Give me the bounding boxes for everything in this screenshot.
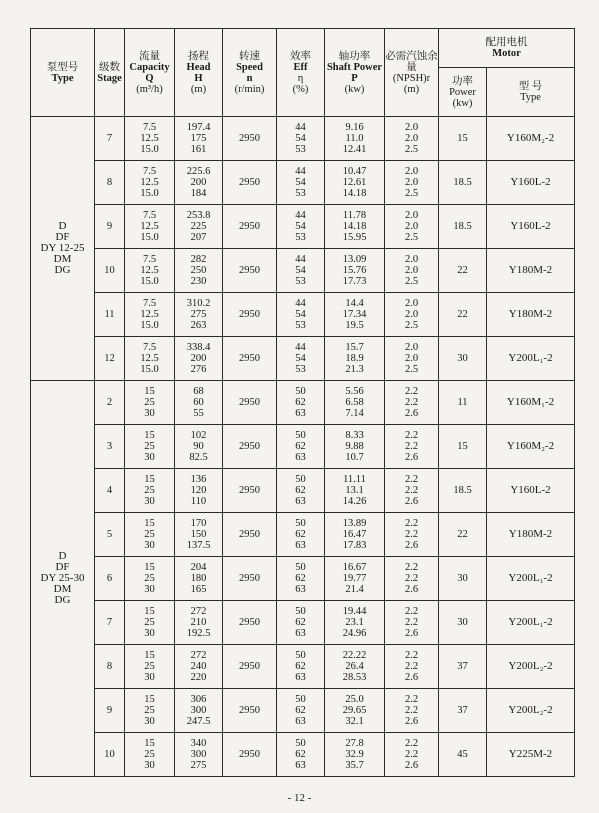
pump-performance-table [30,28,575,777]
efficiency-cell: 50 62 63 [277,557,325,601]
head-cell: 197.4 175 161 [175,117,223,161]
head-cell: 204 180 165 [175,557,223,601]
efficiency-cell: 50 62 63 [277,645,325,689]
motor-type-cell: Y200L₂-2 [487,645,575,689]
stage-cell: 5 [95,513,125,557]
capacity-cell: 15 25 30 [125,425,175,469]
table-body [31,117,575,777]
npsh-cell: 2.2 2.2 2.6 [385,469,439,513]
motor-power-cell: 15 [439,425,487,469]
npsh-cell: 2.0 2.0 2.5 [385,249,439,293]
efficiency-cell: 50 62 63 [277,513,325,557]
table-row [31,469,575,513]
head-cell: 272 240 220 [175,645,223,689]
capacity-cell: 15 25 30 [125,513,175,557]
motor-type-cell: Y180M-2 [487,293,575,337]
motor-power-cell: 15 [439,117,487,161]
stage-cell: 6 [95,557,125,601]
header-motor-type: 型 号 Type [487,68,575,117]
shaft-power-cell: 22.22 26.4 28.53 [325,645,385,689]
table-row [31,513,575,557]
speed-cell: 2950 [223,557,277,601]
efficiency-cell: 44 54 53 [277,117,325,161]
capacity-cell: 15 25 30 [125,733,175,777]
shaft-power-cell: 16.67 19.77 21.4 [325,557,385,601]
speed-cell: 2950 [223,601,277,645]
motor-type-cell: Y160L-2 [487,469,575,513]
efficiency-cell: 50 62 63 [277,425,325,469]
header-efficiency: 效率 Eff η (%) [277,29,325,117]
header-head: 扬程 Head H (m) [175,29,223,117]
capacity-cell: 7.5 12.5 15.0 [125,161,175,205]
efficiency-cell: 50 62 63 [277,733,325,777]
speed-cell: 2950 [223,337,277,381]
head-cell: 306 300 247.5 [175,689,223,733]
shaft-power-cell: 11.11 13.1 14.26 [325,469,385,513]
capacity-cell: 7.5 12.5 15.0 [125,293,175,337]
capacity-cell: 7.5 12.5 15.0 [125,337,175,381]
head-cell: 102 90 82.5 [175,425,223,469]
speed-cell: 2950 [223,205,277,249]
shaft-power-cell: 14.4 17.34 19.5 [325,293,385,337]
shaft-power-cell: 25.0 29.65 32.1 [325,689,385,733]
head-cell: 282 250 230 [175,249,223,293]
npsh-cell: 2.0 2.0 2.5 [385,293,439,337]
motor-type-cell: Y160M₁-2 [487,381,575,425]
motor-power-cell: 45 [439,733,487,777]
table-row [31,249,575,293]
header-motor: 配用电机 Motor [439,29,575,68]
stage-cell: 9 [95,205,125,249]
speed-cell: 2950 [223,161,277,205]
stage-cell: 10 [95,249,125,293]
motor-power-cell: 18.5 [439,161,487,205]
efficiency-cell: 44 54 53 [277,249,325,293]
header-speed: 转速 Speed n (r/min) [223,29,277,117]
npsh-cell: 2.0 2.0 2.5 [385,205,439,249]
table-row [31,689,575,733]
table-row [31,733,575,777]
motor-power-cell: 30 [439,601,487,645]
motor-type-cell: Y180M-2 [487,513,575,557]
stage-cell: 12 [95,337,125,381]
capacity-cell: 15 25 30 [125,689,175,733]
npsh-cell: 2.2 2.2 2.6 [385,381,439,425]
npsh-cell: 2.2 2.2 2.6 [385,425,439,469]
shaft-power-cell: 11.78 14.18 15.95 [325,205,385,249]
stage-cell: 11 [95,293,125,337]
stage-cell: 7 [95,601,125,645]
efficiency-cell: 50 62 63 [277,381,325,425]
table-row [31,381,575,425]
capacity-cell: 15 25 30 [125,645,175,689]
header-stage: 级数 Stage [95,29,125,117]
npsh-cell: 2.2 2.2 2.6 [385,557,439,601]
speed-cell: 2950 [223,689,277,733]
capacity-cell: 15 25 30 [125,381,175,425]
stage-cell: 2 [95,381,125,425]
motor-power-cell: 22 [439,249,487,293]
motor-type-cell: Y160L-2 [487,161,575,205]
shaft-power-cell: 5.56 6.58 7.14 [325,381,385,425]
npsh-cell: 2.0 2.0 2.5 [385,337,439,381]
motor-power-cell: 37 [439,645,487,689]
npsh-cell: 2.2 2.2 2.6 [385,513,439,557]
speed-cell: 2950 [223,645,277,689]
table-row [31,117,575,161]
efficiency-cell: 44 54 53 [277,293,325,337]
head-cell: 170 150 137.5 [175,513,223,557]
npsh-cell: 2.2 2.2 2.6 [385,733,439,777]
page-number: - 12 - [287,792,312,804]
efficiency-cell: 50 62 63 [277,469,325,513]
speed-cell: 2950 [223,249,277,293]
shaft-power-cell: 19.44 23.1 24.96 [325,601,385,645]
motor-power-cell: 30 [439,557,487,601]
motor-type-cell: Y200L₁-2 [487,557,575,601]
shaft-power-cell: 13.09 15.76 17.73 [325,249,385,293]
stage-cell: 4 [95,469,125,513]
pump-type-cell: D DF DY 12-25 DM DG [31,117,95,381]
speed-cell: 2950 [223,469,277,513]
speed-cell: 2950 [223,293,277,337]
table-row [31,557,575,601]
motor-type-cell: Y160M₂-2 [487,117,575,161]
shaft-power-cell: 10.47 12.61 14.18 [325,161,385,205]
npsh-cell: 2.2 2.2 2.6 [385,601,439,645]
capacity-cell: 7.5 12.5 15.0 [125,249,175,293]
efficiency-cell: 44 54 53 [277,161,325,205]
pump-type-cell: D DF DY 25-30 DM DG [31,381,95,777]
efficiency-cell: 50 62 63 [277,601,325,645]
header-motor-power: 功率 Power (kw) [439,68,487,117]
table-row [31,205,575,249]
table-row [31,337,575,381]
motor-type-cell: Y200L₁-2 [487,601,575,645]
stage-cell: 7 [95,117,125,161]
motor-power-cell: 30 [439,337,487,381]
speed-cell: 2950 [223,117,277,161]
speed-cell: 2950 [223,425,277,469]
head-cell: 136 120 110 [175,469,223,513]
stage-cell: 8 [95,161,125,205]
speed-cell: 2950 [223,381,277,425]
motor-power-cell: 22 [439,293,487,337]
head-cell: 68 60 55 [175,381,223,425]
header-type: 泵型号 Type [31,29,95,117]
motor-power-cell: 22 [439,513,487,557]
speed-cell: 2950 [223,513,277,557]
stage-cell: 10 [95,733,125,777]
table-row [31,293,575,337]
header-capacity: 流量 Capacity Q (m³/h) [125,29,175,117]
shaft-power-cell: 15.7 18.9 21.3 [325,337,385,381]
efficiency-cell: 44 54 53 [277,337,325,381]
motor-type-cell: Y180M-2 [487,249,575,293]
capacity-cell: 15 25 30 [125,601,175,645]
motor-type-cell: Y200L₁-2 [487,337,575,381]
head-cell: 253.8 225 207 [175,205,223,249]
capacity-cell: 7.5 12.5 15.0 [125,205,175,249]
motor-power-cell: 18.5 [439,469,487,513]
npsh-cell: 2.2 2.2 2.6 [385,689,439,733]
stage-cell: 9 [95,689,125,733]
head-cell: 340 300 275 [175,733,223,777]
head-cell: 272 210 192.5 [175,601,223,645]
motor-type-cell: Y200L₂-2 [487,689,575,733]
motor-power-cell: 18.5 [439,205,487,249]
header-shaft-power: 轴功率 Shaft Power P (kw) [325,29,385,117]
speed-cell: 2950 [223,733,277,777]
head-cell: 338.4 200 276 [175,337,223,381]
motor-type-cell: Y160M₂-2 [487,425,575,469]
npsh-cell: 2.0 2.0 2.5 [385,161,439,205]
table-row [31,425,575,469]
capacity-cell: 7.5 12.5 15.0 [125,117,175,161]
table-row [31,161,575,205]
header-npsh: 必需汽蚀余量 (NPSH)r (m) [385,29,439,117]
table-header [31,29,575,117]
npsh-cell: 2.0 2.0 2.5 [385,117,439,161]
motor-power-cell: 11 [439,381,487,425]
efficiency-cell: 44 54 53 [277,205,325,249]
motor-power-cell: 37 [439,689,487,733]
motor-type-cell: Y160L-2 [487,205,575,249]
capacity-cell: 15 25 30 [125,557,175,601]
npsh-cell: 2.2 2.2 2.6 [385,645,439,689]
shaft-power-cell: 13.89 16.47 17.83 [325,513,385,557]
capacity-cell: 15 25 30 [125,469,175,513]
table-row [31,601,575,645]
efficiency-cell: 50 62 63 [277,689,325,733]
motor-type-cell: Y225M-2 [487,733,575,777]
stage-cell: 8 [95,645,125,689]
shaft-power-cell: 9.16 11.0 12.41 [325,117,385,161]
table-row [31,645,575,689]
shaft-power-cell: 8.33 9.88 10.7 [325,425,385,469]
head-cell: 310.2 275 263 [175,293,223,337]
head-cell: 225.6 200 184 [175,161,223,205]
stage-cell: 3 [95,425,125,469]
shaft-power-cell: 27.8 32.9 35.7 [325,733,385,777]
